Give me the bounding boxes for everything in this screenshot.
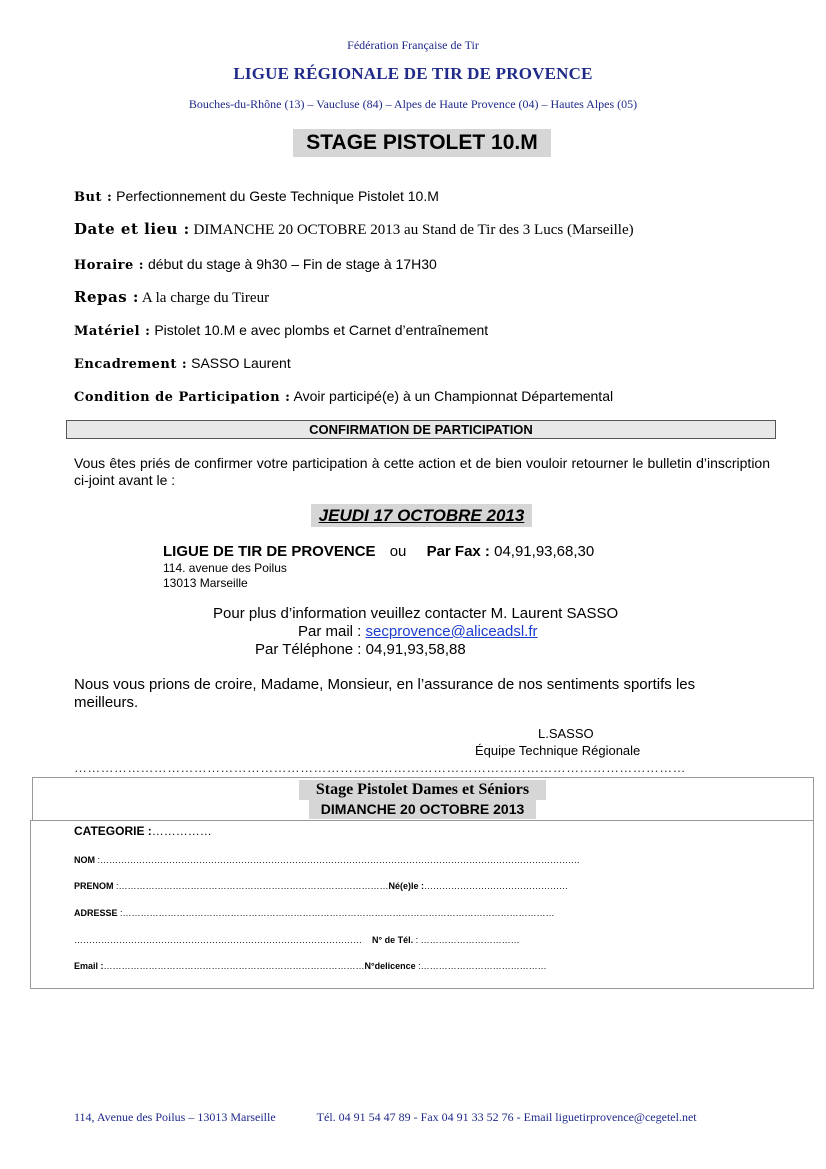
field-date [74,220,634,239]
but-label: But : [74,190,113,205]
deadline-date: JEUDI 17 OCTOBRE 2013 [311,504,532,527]
prenom-dots: :……………………………………………………………………………… [113,881,389,891]
condition-label: Condition de Participation : [74,390,291,405]
licence-dots: :…………………………………… [415,961,547,971]
tel-field[interactable] [74,935,520,945]
categorie-label: CATEGORIE : [74,824,152,838]
contact-intro: Pour plus d’information veuillez contacter M. Laurent SASSO [213,605,619,622]
field-horaire [74,256,437,273]
confirmation-heading: CONFIRMATION DE PARTICIPATION [66,420,776,439]
field-materiel [74,322,488,339]
address-line [163,543,594,560]
adresse-field[interactable] [74,908,555,918]
horaire-label: Horaire : [74,258,145,273]
fax-label: Par Fax : [426,543,490,560]
field-repas [74,288,269,307]
form-title: Stage Pistolet Dames et Séniors [299,780,546,800]
field-encadrement [74,355,291,372]
encadrement-label: Encadrement : [74,357,188,372]
but-value: Perfectionnement du Geste Technique Pistolet 10.M [116,188,439,204]
form-date: DIMANCHE 20 OCTOBRE 2013 [309,800,536,819]
materiel-value: Pistolet 10.M e avec plombs et Carnet d’entraînement [154,322,489,338]
nom-label: NOM [74,855,95,865]
confirmation-paragraph: Vous êtes priés de confirmer votre participation à cette action et de bien vouloir retourner le bulletin d’inscription ci-joint avant le : [74,455,770,488]
naissance-label: Né(e)le : [388,881,425,891]
footer-address: 114, Avenue des Poilus – 13013 Marseille [74,1110,276,1124]
repas-value: A la charge du Tireur [141,290,270,306]
signature-name: L.SASSO [538,726,594,741]
email-label: Email : [74,961,104,971]
tel-dots: : …………………………… [413,935,520,945]
ligue-title: LIGUE RÉGIONALE DE TIR DE PROVENCE [233,64,593,83]
categorie-field[interactable] [74,824,212,838]
prenom-field[interactable] [74,881,568,891]
page-title: STAGE PISTOLET 10.M [293,129,551,157]
departements-line: Bouches-du-Rhône (13) – Vaucluse (84) – Alpes de Haute Provence (04) – Hautes Alpes (05) [188,97,638,111]
naissance-dots: ………………………………………… [424,881,569,891]
materiel-label: Matériel : [74,324,151,339]
address-street: 114. avenue des Poilus [163,561,287,575]
mail-label: Par mail : [298,623,362,640]
encadrement-value: SASSO Laurent [191,355,291,371]
cut-separator: ………………………………………………………………………………………………………………………… [74,760,686,775]
address-org: LIGUE DE TIR DE PROVENCE [163,543,376,560]
field-condition [74,388,613,405]
contact-mail [298,623,538,640]
email-field[interactable] [74,961,547,971]
date-value: DIMANCHE 20 OCTOBRE 2013 au Stand de Tir des 3 Lucs (Marseille) [193,222,634,238]
categorie-dots: …………… [151,824,212,838]
adresse-label: ADRESSE [74,908,118,918]
horaire-value: début du stage à 9h30 – Fin de stage à 17H30 [148,256,437,272]
contact-phone: Par Téléphone : 04,91,93,58,88 [255,641,466,658]
federation-name: Fédération Française de Tir [347,38,479,52]
adresse-line2-dots: …………………………………………………………………………………… [74,935,362,945]
repas-label: Repas : [74,288,139,306]
footer [74,1110,774,1125]
prenom-label: PRENOM [74,881,114,891]
mail-link[interactable]: secprovence@aliceadsl.fr [365,623,538,640]
address-or: ou [389,543,407,560]
footer-contact: Tél. 04 91 54 47 89 - Fax 04 91 33 52 76 - Email liguetirprovence@cegetel.net [316,1110,697,1124]
tel-label: N° de Tél. [372,935,414,945]
condition-value: Avoir participé(e) à un Championnat Départemental [293,388,614,404]
field-but [74,188,439,205]
nom-field[interactable] [74,855,580,865]
fax-value: 04,91,93,68,30 [494,543,595,560]
nom-dots: :……………………………………………………………………………………………………………………………………………. [95,855,580,865]
signature-role: Équipe Technique Régionale [475,743,641,758]
licence-label: N°delicence [364,961,416,971]
adresse-dots: :……………………………………………………………………………………………………………………………… [117,908,555,918]
address-city: 13013 Marseille [163,576,248,590]
email-dots: …………………………………………………………………………… [103,961,365,971]
closing-paragraph: Nous vous prions de croire, Madame, Monsieur, en l’assurance de nos sentiments sportifs les meilleurs. [74,676,696,711]
date-label: Date et lieu : [74,220,190,238]
